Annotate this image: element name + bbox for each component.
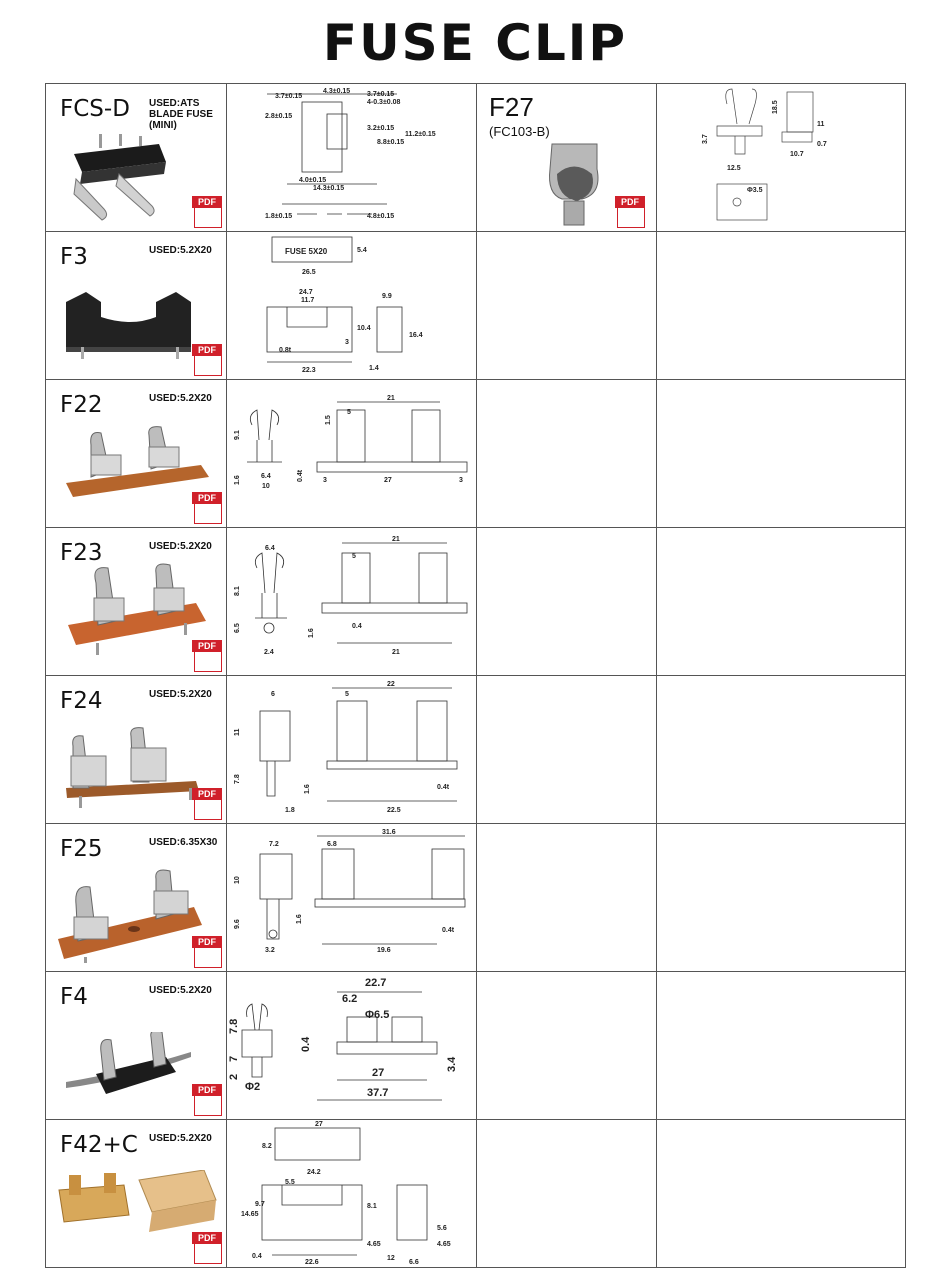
dim-label: 0.7 [817,141,827,148]
drawing-cell-f3 [227,232,477,380]
dim-label: 27 [372,1067,385,1079]
dim-label: 22.5 [387,807,401,814]
dim-label: 1.5 [325,415,332,425]
dim-label: 10 [262,483,270,490]
product-cell-f4 [46,972,227,1120]
f24-photo [61,726,206,811]
fcs-d-photo [64,134,174,224]
dim-label: 3.4 [446,1056,458,1072]
dim-label: 21 [392,536,400,543]
dim-label: 6.8 [327,841,337,848]
dim-label: 8.1 [234,586,241,596]
dim-label: 3.2 [265,947,275,954]
dim-label: 3.7±0.15 [367,91,395,98]
table-row [46,824,906,972]
dim-label: 4.8±0.15 [367,213,395,220]
product-cell-f24 [46,676,227,824]
usage-label: USED:5.2X20 [149,393,212,404]
dim-label: 7.8 [228,1018,240,1034]
f23-photo [66,563,211,658]
fcs-d-drawing [227,84,476,231]
pdf-download-icon[interactable]: PDF [615,196,645,228]
dim-label: 16.4 [409,332,423,339]
table-row [46,1120,906,1268]
dim-label: 2 [228,1073,240,1080]
dim-label: 9.1 [234,430,241,440]
dim-label: 1.6 [308,628,315,638]
empty-cell [657,676,906,824]
table-row [46,528,906,676]
pdf-download-icon[interactable]: PDF [192,936,222,968]
dim-label: 1.4 [369,365,379,372]
f25-drawing [227,824,476,971]
model-name: F4 [60,984,88,1010]
dim-label: 7.2 [269,841,279,848]
dim-label: 6.2 [342,993,358,1005]
dim-label: 6.6 [409,1259,419,1266]
empty-cell [477,972,657,1120]
dim-label: 26.5 [302,269,316,276]
pdf-download-icon[interactable]: PDF [192,1084,222,1116]
dim-label: 27 [315,1121,323,1128]
dim-label: 21 [392,649,400,656]
empty-cell [477,232,657,380]
f4-drawing [227,972,476,1119]
dim-label: 37.7 [367,1087,389,1099]
dim-label: 31.6 [382,829,396,836]
dim-label: 22.7 [365,977,387,989]
product-cell-f42c [46,1120,227,1268]
page-title: FUSE CLIP [322,14,628,72]
dim-label: 5 [347,409,351,416]
drawing-cell-f4 [227,972,477,1120]
dim-label: 10.4 [357,325,371,332]
drawing-cell-f25 [227,824,477,972]
f22-drawing [227,380,476,527]
usage-label: USED:5.2X20 [149,1133,212,1144]
table-row [46,232,906,380]
empty-cell [657,528,906,676]
model-name: F3 [60,244,88,270]
model-name: F23 [60,540,103,566]
dim-label: 6.4 [261,473,271,480]
product-cell-f3 [46,232,227,380]
dim-label: 4.0±0.15 [299,177,327,184]
f22-photo [61,425,211,505]
dim-label: 6.5 [234,623,241,633]
dim-label: 24.7 [299,289,313,296]
empty-cell [477,824,657,972]
fuse-clip-table [45,83,906,1268]
dim-label: 24.2 [307,1169,321,1176]
dim-label: 0.4 [252,1253,262,1260]
dim-label: Φ3.5 [747,187,763,194]
dim-label: 22.6 [305,1259,319,1266]
dim-label: 9.6 [234,919,241,929]
dim-label: 4.65 [437,1241,451,1248]
dim-label: 5 [345,691,349,698]
dim-label: 14.3±0.15 [313,185,345,192]
dim-label: 5.6 [437,1225,447,1232]
dim-label: 5.4 [357,247,367,254]
empty-cell [477,528,657,676]
f23-drawing [227,528,476,675]
table-row [46,380,906,528]
dim-label: 11.7 [301,297,315,304]
dim-label: 9.9 [382,293,392,300]
f25-photo [56,869,206,964]
dim-label: 11 [817,121,825,128]
usage-label: USED:5.2X20 [149,689,212,700]
dim-label: 11.2±0.15 [405,131,436,138]
pdf-download-icon[interactable]: PDF [192,640,222,672]
dim-label: 1.8 [285,807,295,814]
empty-cell [657,824,906,972]
dim-label: 5.5 [285,1179,295,1186]
dim-label: 2.8±0.15 [265,113,293,120]
table-row [46,84,906,232]
dim-label: 5 [352,553,356,560]
model-name: F27 [489,92,534,122]
dim-label: 4.65 [367,1241,381,1248]
f4-photo [66,1032,206,1107]
fuse-spec: FUSE 5X20 [285,247,328,256]
product-cell-f22 [46,380,227,528]
f27-drawing [657,84,905,231]
model-name: FCS-D [60,96,130,122]
dim-label: 3 [345,339,349,346]
dim-label: 1.6 [304,784,311,794]
dim-label: 22.3 [302,367,316,374]
dim-label: 21 [387,395,395,402]
dim-label: 8.1 [367,1203,377,1210]
f3-photo [61,287,201,362]
dim-label: 0.8t [279,347,292,354]
drawing-cell-f23 [227,528,477,676]
empty-cell [657,380,906,528]
empty-cell [477,676,657,824]
drawing-cell-fcs-d [227,84,477,232]
empty-cell [657,972,906,1120]
dim-label: 0.4t [437,784,450,791]
dim-label: 9.7 [255,1201,265,1208]
product-cell-f23 [46,528,227,676]
usage-label: USED:5.2X20 [149,541,212,552]
dim-label: 8.2 [262,1143,272,1150]
dim-label: Φ2 [245,1081,261,1093]
dim-label: 0.4 [300,1036,312,1052]
dim-label: 19.6 [377,947,391,954]
empty-cell [477,380,657,528]
drawing-cell-f22 [227,380,477,528]
product-cell-f27 [477,84,657,232]
dim-label: 2.4 [264,649,274,656]
f3-drawing [227,232,476,379]
dim-label: 3.7±0.15 [275,93,303,100]
usage-label: USED:5.2X20 [149,985,212,996]
product-cell-f25 [46,824,227,972]
table-row [46,972,906,1120]
dim-label: 18.5 [772,100,779,114]
model-subtitle: (FC103-B) [489,124,550,139]
dim-label: 7.8 [234,774,241,784]
dim-label: 3 [323,477,327,484]
model-name: F24 [60,688,103,714]
product-cell-fcs-d [46,84,227,232]
dim-label: 11 [234,728,241,736]
drawing-cell-f42c [227,1120,477,1268]
empty-cell [477,1120,657,1268]
dim-label: 0.4t [297,469,304,482]
model-name: F25 [60,836,103,862]
f27-photo [542,139,612,229]
dim-label: 10.7 [790,151,804,158]
dim-label: 3.2±0.15 [367,125,395,132]
dim-label: 12 [387,1255,395,1262]
dim-label: 7 [228,1055,240,1062]
dim-label: 12.5 [727,165,741,172]
usage-label: USED:5.2X20 [149,245,212,256]
dim-label: 4-0.3±0.08 [367,99,401,106]
dim-label: 10 [234,876,241,884]
pdf-download-icon[interactable]: PDF [192,492,222,524]
table-row [46,676,906,824]
dim-label: 1.6 [234,475,241,485]
pdf-download-icon[interactable]: PDF [192,788,222,820]
dim-label: 4.3±0.15 [323,88,351,95]
dim-label: 6 [271,691,275,698]
usage-label: USED:6.35X30 [149,837,218,848]
f42c-drawing [227,1120,476,1267]
dim-label: 0.4t [442,927,455,934]
empty-cell [657,1120,906,1268]
dim-label: Φ6.5 [365,1009,390,1021]
drawing-cell-f24 [227,676,477,824]
pdf-download-icon[interactable]: PDF [192,344,222,376]
drawing-cell-f27 [657,84,906,232]
empty-cell [657,232,906,380]
pdf-download-icon[interactable]: PDF [192,1232,222,1264]
dim-label: 3.7 [702,134,709,144]
dim-label: 27 [384,477,392,484]
dim-label: 22 [387,681,395,688]
model-name: F22 [60,392,103,418]
dim-label: 1.8±0.15 [265,213,293,220]
dim-label: 1.6 [296,914,303,924]
dim-label: 3 [459,477,463,484]
model-name: F42+C [60,1132,138,1158]
dim-label: 14.65 [241,1211,259,1218]
dim-label: 6.4 [265,545,275,552]
dim-label: 0.4 [352,623,362,630]
dim-label: 8.8±0.15 [377,139,405,146]
f24-drawing [227,676,476,823]
pdf-download-icon[interactable]: PDF [192,196,222,228]
usage-label: USED:ATS BLADE FUSE (MINI) [149,98,213,131]
